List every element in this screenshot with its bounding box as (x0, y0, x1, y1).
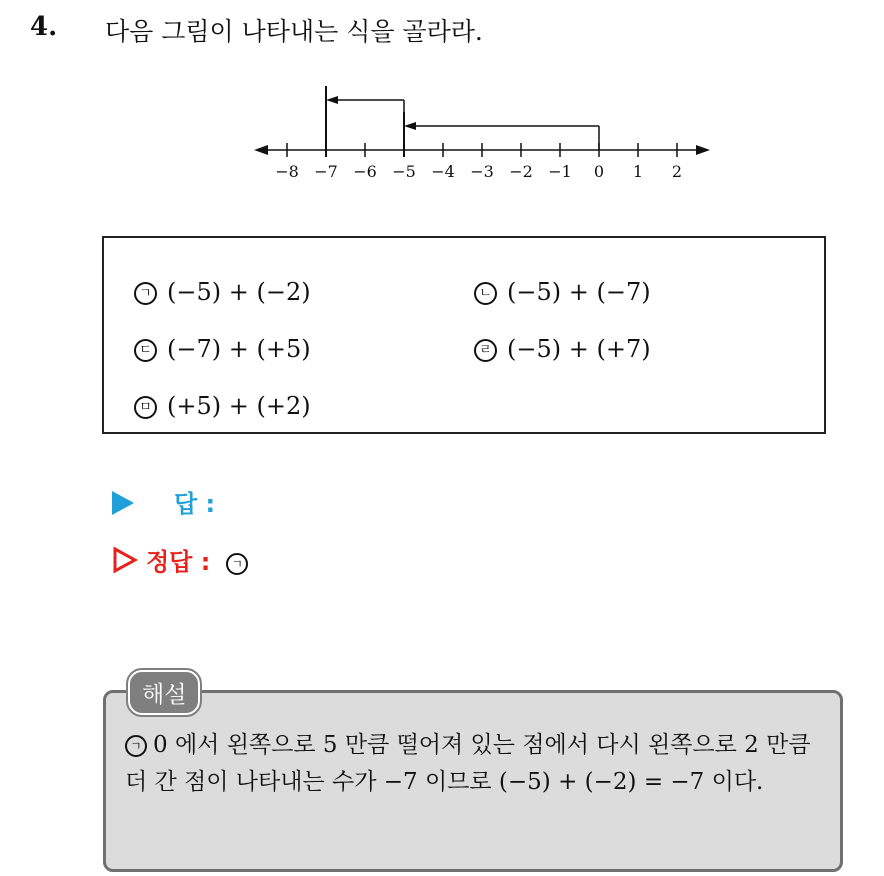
question-number: 4. (30, 12, 58, 42)
play-filled-icon (112, 491, 134, 515)
tick-label: 2 (671, 162, 683, 181)
choice-5-expr: (+5) + (+2) (167, 392, 311, 420)
tick-label: −8 (275, 162, 299, 181)
choice-1-expr: (−5) + (−2) (167, 278, 311, 306)
answer-label: 답 : (174, 490, 216, 518)
choice-2-mark: ㄴ (474, 282, 497, 305)
tick-label: −5 (392, 162, 416, 181)
number-line (250, 80, 720, 190)
tick-label: 1 (632, 162, 644, 181)
question-text: 다음 그림이 나타내는 식을 골라라. (105, 17, 483, 46)
axis-right-arrowhead (696, 145, 710, 155)
tick-label: −2 (509, 162, 533, 181)
tick-label: 0 (593, 162, 605, 181)
choice-2-expr: (−5) + (−7) (507, 278, 651, 306)
choice-1-mark: ㄱ (134, 282, 157, 305)
solution-text-block (125, 727, 825, 801)
choice-4-mark: ㄹ (474, 339, 497, 362)
number-line-figure (250, 80, 720, 194)
correct-answer-mark: ㄱ (226, 553, 248, 575)
jump-arrowhead (404, 122, 416, 130)
choice-1[interactable] (134, 278, 311, 306)
tick-label: −7 (314, 162, 338, 181)
choices-box (102, 236, 826, 434)
solution-text: 0 에서 왼쪽으로 5 만큼 떨어져 있는 점에서 다시 왼쪽으로 2 만큼 더 간 점이 나타내는 수가 −7 이므로 (−5) + (−2) = −7 이다. (125, 732, 811, 795)
choice-4[interactable] (474, 335, 651, 363)
tick-label: −6 (353, 162, 377, 181)
choice-4-expr: (−5) + (+7) (507, 335, 651, 363)
choice-3-expr: (−7) + (+5) (167, 335, 311, 363)
correct-answer-row (112, 542, 248, 577)
solution-tab: 해설 (128, 670, 200, 715)
jump-arrowhead (326, 96, 338, 104)
choice-3-mark: ㄷ (134, 339, 157, 362)
choice-3[interactable] (134, 335, 311, 363)
choice-5[interactable] (134, 392, 311, 420)
solution-mark: ㄱ (125, 735, 147, 757)
tick-label: −4 (431, 162, 455, 181)
choice-2[interactable] (474, 278, 651, 306)
tick-label: −3 (470, 162, 494, 181)
axis-left-arrowhead (254, 145, 268, 155)
correct-answer-label: 정답 : (146, 548, 211, 576)
play-outline-icon (112, 546, 138, 574)
answer-row (112, 484, 215, 519)
tick-label: −1 (548, 162, 572, 181)
choice-5-mark: ㅁ (134, 396, 157, 419)
